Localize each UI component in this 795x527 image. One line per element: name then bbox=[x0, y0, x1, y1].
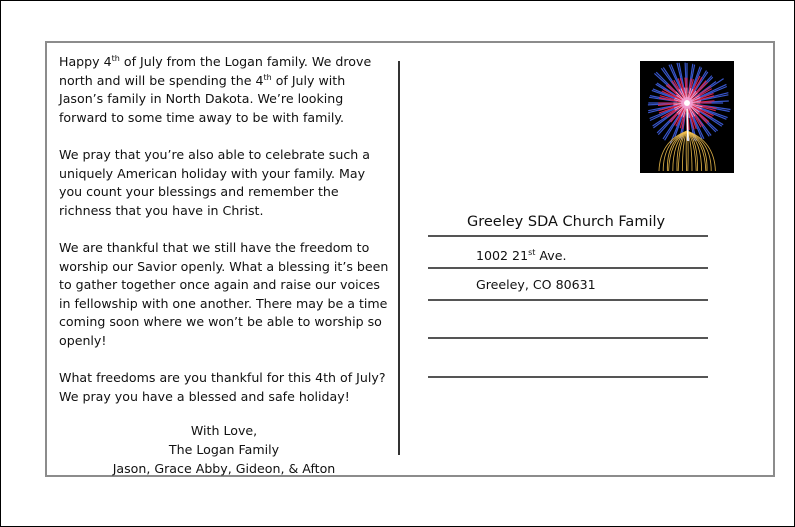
fireworks-stamp bbox=[640, 61, 734, 173]
address-line-1 bbox=[428, 235, 708, 237]
address-line-4 bbox=[428, 337, 708, 339]
closing-salutation: With Love, bbox=[190, 423, 258, 438]
message-body bbox=[59, 53, 389, 406]
message-paragraph-3: We are thankful that we still have the freedom to worship our Savior openly. What a blessing it’s been to gather together once again and raise our voices in fellowship with one another. There may be a time coming soon where we won’t be able to worship so openly! bbox=[59, 239, 389, 348]
address-line-5 bbox=[428, 376, 708, 378]
closing-member-names: Jason, Grace Abby, Gideon, & Afton bbox=[112, 461, 336, 476]
message-paragraph-1: Happy 4th of July from the Logan family. We drove north and will be spending the 4th of July with Jason’s family in North Dakota. We’re looking forward to some time away to be with family. bbox=[59, 53, 372, 125]
address-city: Greeley, CO 80631 bbox=[476, 277, 596, 292]
message-paragraph-2: We pray that you’re also able to celebrate such a uniquely American holiday with your family. May you count your blessings and remember the richness that you have in Christ. bbox=[59, 146, 370, 218]
message-paragraph-4: What freedoms are you thankful for this 4th of July? We pray you have a blessed and safe holiday! bbox=[59, 370, 386, 404]
postcard-divider bbox=[398, 61, 400, 455]
signature-block bbox=[55, 421, 393, 478]
address-line-2 bbox=[428, 267, 708, 269]
address-line-3 bbox=[428, 299, 708, 301]
postcard bbox=[45, 41, 775, 477]
closing-family-name: The Logan Family bbox=[168, 442, 280, 457]
fireworks-icon bbox=[640, 61, 734, 173]
address-street: 1002 21st Ave. bbox=[476, 247, 567, 263]
recipient-name: Greeley SDA Church Family bbox=[467, 214, 666, 230]
